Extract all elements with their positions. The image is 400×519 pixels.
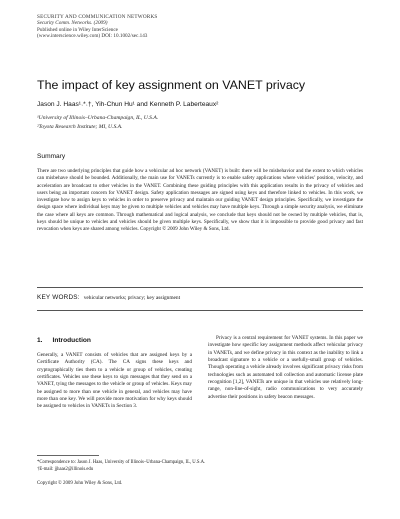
keywords-label: KEY WORDS: [37, 294, 80, 301]
section-number: 1. [37, 337, 43, 344]
section-heading [37, 337, 91, 344]
summary-heading: Summary [37, 153, 66, 160]
keywords-text: vehicular networks; privacy; key assignment [83, 295, 181, 301]
journal-name: SECURITY AND COMMUNICATION NETWORKS [37, 14, 158, 20]
intro-left-column: Generally, a VANET consists of vehicles that are assigned keys by a Certificate Authority (CA). The CA signs these keys and cryptographically ties them to a vehicle or group of vehicles, creating certificates. Vehicles use these keys to sign messages that they send on a VANET, tying the messages to the vehicle or group of vehicles. Keys may be assigned to more than one vehicle in general, and vehicles may have more than one key. We will provide more motivation for why keys should be assigned to vehicles in VANETs in Section 3. [37, 352, 192, 410]
journal-published: Published online in Wiley InterScience [37, 26, 118, 33]
intro-right-column: Privacy is a central requirement for VANET systems. In this paper we investigate how specific key assignment methods affect vehicular privacy in VANETs, and we define privacy in this context as the inability to link a broadcast signature to a vehicle or a usefully-small group of vehicles. Though operating a vehicle already involves significant privacy risks from technologies such as automated toll collection and automatic license plate recognition [1,2], VANETs are unique in that vehicles use relatively long-range, non-line-of-sight, radio communications to very accurately advertise their positions in safety beacon messages. [208, 335, 363, 400]
keywords-top-rule [37, 287, 363, 288]
summary-text: There are two underlying principles that guide how a vehicular ad hoc network (VANET) is built: there will be misbehavior and the extent to which vehicles can misbehave should be bounded. Additionally, the main use for VANETs currently is to enable safety applications where vehicles’ position, velocity, and acceleration are broadcast to other vehicles in the VANET. Combining these guiding principles with this application results in the privacy of vehicles and users being an important concern for VANET design. Safety application messages are signed using keys and therefore linked to vehicles. In this work, we investigate how to assign keys to vehicles in order to preserve privacy and maintain our guiding VANET design principles. Specifically, we investigate the design space where individual keys may be given to multiple vehicles and vehicles may have multiple keys. Through a simple security analysis, we eliminate the case where all keys are common. Through mathematical and logical analysis, we conclude that keys should not be owned by multiple vehicles, that is, keys should be unique to vehicles and vehicles should be given multiple keys. Specifically, we show that it is impossible to provide good privacy and fast revocation when keys are shared among vehicles. Copyright © 2009 John Wiley & Sons, Ltd. [37, 168, 363, 233]
journal-citation: Security Comm. Networks. (2009) [37, 20, 108, 27]
affiliation-1: ¹University of Illinois–Urbana-Champaign, IL, U.S.A. [37, 115, 159, 121]
affiliation-2: ²Toyota Research Institute; MI, U.S.A. [37, 124, 123, 130]
keywords [37, 294, 180, 301]
footnote-email: †E-mail: jjhaas2@illinois.edu [37, 467, 94, 472]
paper-authors: Jason J. Haas¹˒*˒†, Yih-Chun Hu¹ and Kenneth P. Laberteaux² [37, 101, 219, 108]
journal-header [37, 14, 158, 40]
footnote-correspondence: *Correspondence to: Jason J. Haas, University of Illinois–Urbana-Champaign, IL, U.S.A. [37, 460, 206, 465]
copyright-line: Copyright © 2009 John Wiley & Sons, Ltd. [37, 481, 123, 486]
paper-title: The impact of key assignment on VANET privacy [37, 78, 306, 92]
section-title: Introduction [52, 337, 91, 344]
keywords-bottom-rule [37, 310, 363, 311]
footnote-rule [37, 455, 99, 456]
journal-doi: (www.interscience.wiley.com) DOI: 10.1002/sec.143 [37, 33, 148, 40]
